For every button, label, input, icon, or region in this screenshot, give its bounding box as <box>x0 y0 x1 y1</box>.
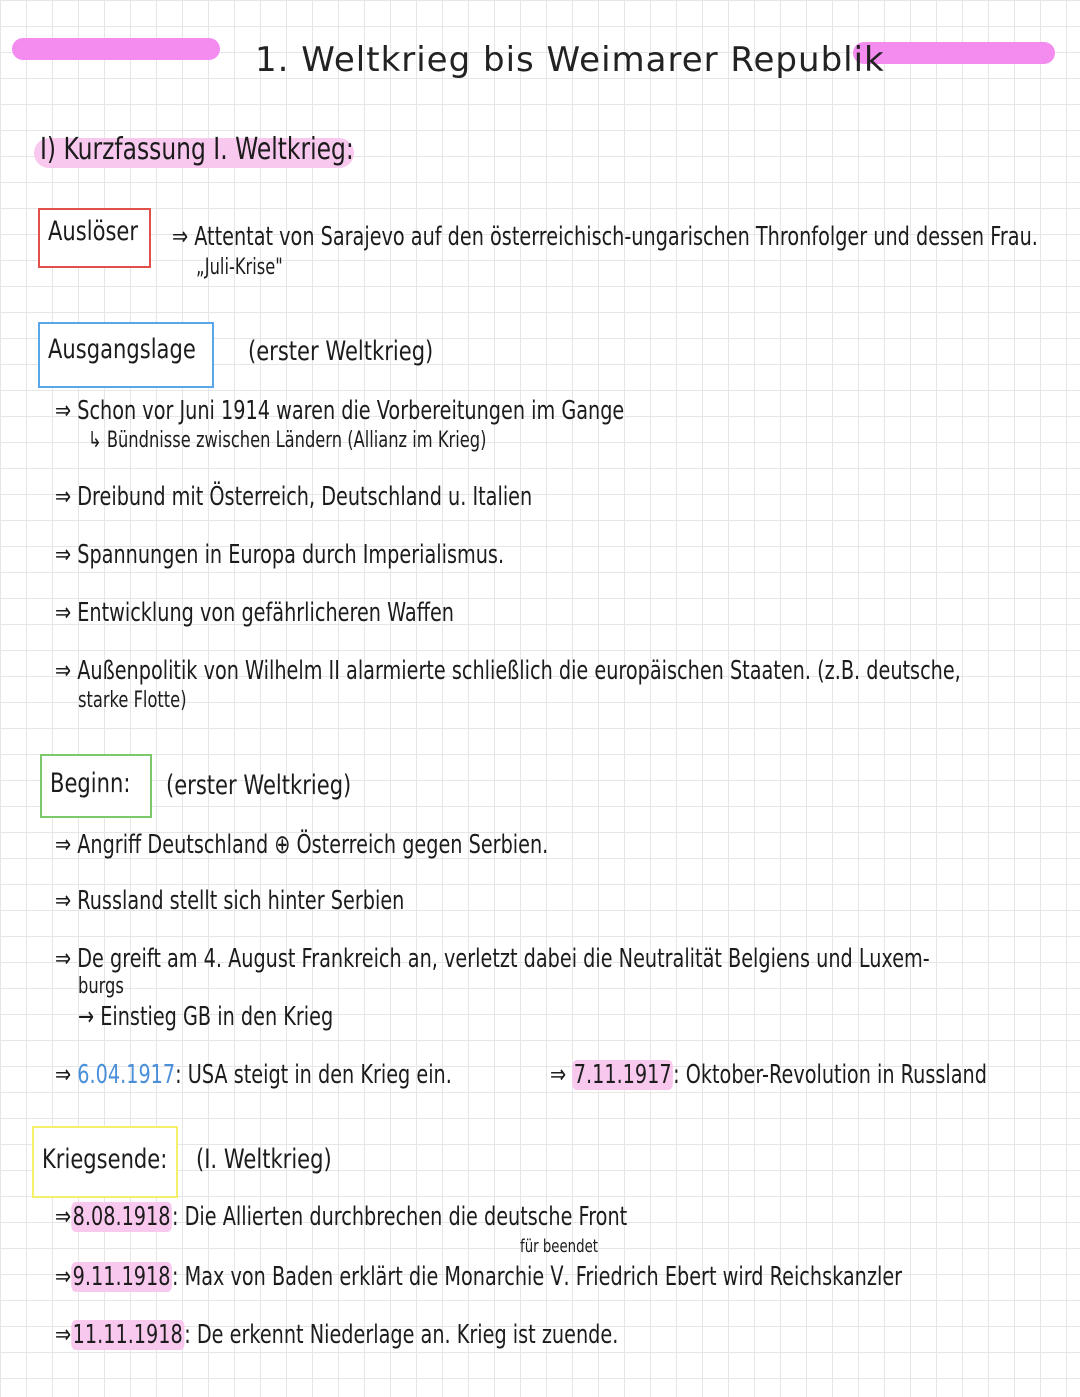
text-front: : Die Allierten durchbrechen die deutsche Front <box>172 1202 628 1232</box>
beginn-note: (erster Weltkrieg) <box>166 770 352 801</box>
text-usa: : USA steigt in den Krieg ein. <box>175 1060 452 1090</box>
section-heading: I) Kurzfassung I. Weltkrieg: <box>40 132 354 167</box>
beginn-item-3b: burgs <box>78 974 124 999</box>
date-front: 8.08.1918 <box>72 1202 171 1232</box>
kriegsende-box <box>32 1126 178 1198</box>
ausgangslage-label: Ausgangslage <box>48 334 196 365</box>
date-monarchie: 9.11.1918 <box>72 1262 171 1292</box>
ausgangslage-box <box>38 322 214 388</box>
ausgangslage-item-3: ⇒ Spannungen in Europa durch Imperialismus. <box>55 540 505 570</box>
beginn-box <box>40 754 152 818</box>
kriegsende-event-1 <box>55 1202 627 1232</box>
page-title: 1. Weltkrieg bis Weimarer Republik <box>255 40 885 80</box>
beginn-item-3a: ⇒ De greift am 4. August Frankreich an, verletzt dabei die Neutralität Belgiens und Luxem- <box>55 944 930 974</box>
text-ende: : De erkennt Niederlage an. Krieg ist zuende. <box>184 1320 619 1350</box>
beginn-item-1: ⇒ Angriff Deutschland ⊕ Österreich gegen Serbien. <box>55 830 549 860</box>
beginn-label: Beginn: <box>50 768 131 799</box>
arrow-icon: ⇒ <box>550 1060 573 1090</box>
ausloeser-line-1: ⇒ Attentat von Sarajevo auf den österreichisch-ungarischen Thronfolger und dessen Frau. <box>172 222 1038 252</box>
arrow-icon: ⇒ <box>55 1320 72 1350</box>
beginn-item-3-sub: → Einstieg GB in den Krieg <box>78 1002 334 1032</box>
kriegsende-event-3 <box>55 1320 618 1350</box>
header-highlight-left <box>12 38 220 60</box>
ausgangslage-item-5b: starke Flotte) <box>78 688 187 713</box>
ausgangslage-item-5a: ⇒ Außenpolitik von Wilhelm II alarmierte schließlich die europäischen Staaten. (z.B. deutsche, <box>55 656 961 686</box>
ausgangslage-item-4: ⇒ Entwicklung von gefährlicheren Waffen <box>55 598 454 628</box>
kriegsende-insert-note: für beendet <box>520 1236 599 1257</box>
beginn-event-revolution <box>550 1060 987 1090</box>
ausloeser-line-2: „Juli-Krise" <box>196 255 283 280</box>
ausgangslage-item-1: ⇒ Schon vor Juni 1914 waren die Vorbereitungen im Gange <box>55 396 625 426</box>
ausloeser-label: Auslöser <box>48 216 139 247</box>
ausgangslage-item-2: ⇒ Dreibund mit Österreich, Deutschland u. Italien <box>55 482 533 512</box>
ausgangslage-item-1-sub: ↳ Bündnisse zwischen Ländern (Allianz im Krieg) <box>88 428 487 453</box>
date-usa: 6.04.1917 <box>77 1060 176 1090</box>
kriegsende-event-2 <box>55 1262 902 1292</box>
date-revolution: 7.11.1917 <box>573 1060 672 1090</box>
kriegsende-note: (I. Weltkrieg) <box>196 1144 332 1175</box>
arrow-icon: ⇒ <box>55 1060 78 1090</box>
text-revolution: : Oktober-Revolution in Russland <box>673 1060 987 1090</box>
ausloeser-box <box>38 208 151 268</box>
kriegsende-label: Kriegsende: <box>42 1144 168 1175</box>
arrow-icon: ⇒ <box>55 1202 72 1232</box>
ausgangslage-note: (erster Weltkrieg) <box>248 336 434 367</box>
beginn-item-2: ⇒ Russland stellt sich hinter Serbien <box>55 886 405 916</box>
text-monarchie: : Max von Baden erklärt die Monarchie ᐯ. Friedrich Ebert wird Reichskanzler <box>172 1262 903 1292</box>
arrow-icon: ⇒ <box>55 1262 72 1292</box>
date-ende: 11.11.1918 <box>72 1320 183 1350</box>
beginn-event-usa <box>55 1060 452 1090</box>
